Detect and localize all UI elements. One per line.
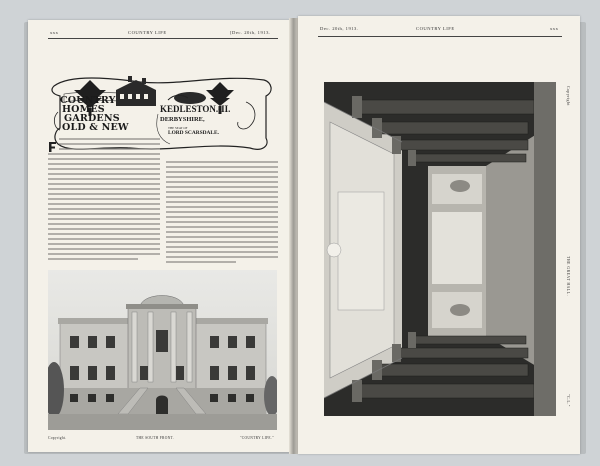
south-front-illustration: [48, 270, 277, 430]
left-running-date: [Dec. 20th, 1913.: [230, 30, 271, 35]
header-rule-right: [318, 36, 562, 37]
body-column-right: [166, 160, 278, 266]
left-folio: xxx: [50, 30, 59, 35]
seat-of-label: THE SEAT OF: [168, 126, 188, 130]
header-rule: [48, 38, 278, 39]
masthead-word-2: HOMES: [62, 104, 105, 115]
photo-credit-right: "COUNTRY LIFE.": [240, 436, 274, 440]
great-hall-photo: [324, 82, 556, 416]
great-hall-caption: THE GREAT HALL.: [566, 256, 570, 297]
great-hall-illustration: [324, 82, 556, 416]
right-folio: xxx: [550, 26, 559, 31]
south-front-caption: THE SOUTH FRONT.: [136, 436, 174, 440]
south-front-photo: [48, 270, 277, 430]
owner-name: LORD SCARSDALE.: [168, 130, 219, 136]
article-title: KEDLESTON.-II.: [160, 104, 231, 114]
masthead-word-1: COUNTRY: [60, 95, 116, 106]
body-column-left: [48, 137, 160, 265]
body-text-lines-right: [166, 160, 278, 266]
masthead-word-4: OLD & NEW: [62, 122, 129, 133]
right-page: [298, 16, 580, 454]
photo-credit-top: Copyright: [566, 86, 570, 106]
left-page: [28, 20, 290, 452]
photo-credit-left: Copyright.: [48, 436, 67, 440]
body-text-lines-left: [48, 137, 160, 265]
masthead-word-3: GARDENS: [64, 113, 120, 124]
right-running-date: Dec. 20th, 1913.: [320, 26, 359, 31]
photo-credit-bottom: "C.L.": [566, 394, 570, 407]
article-subtitle: DERBYSHIRE,: [160, 116, 205, 123]
left-running-head: COUNTRY LIFE: [128, 30, 167, 35]
right-running-head: COUNTRY LIFE: [416, 26, 455, 31]
